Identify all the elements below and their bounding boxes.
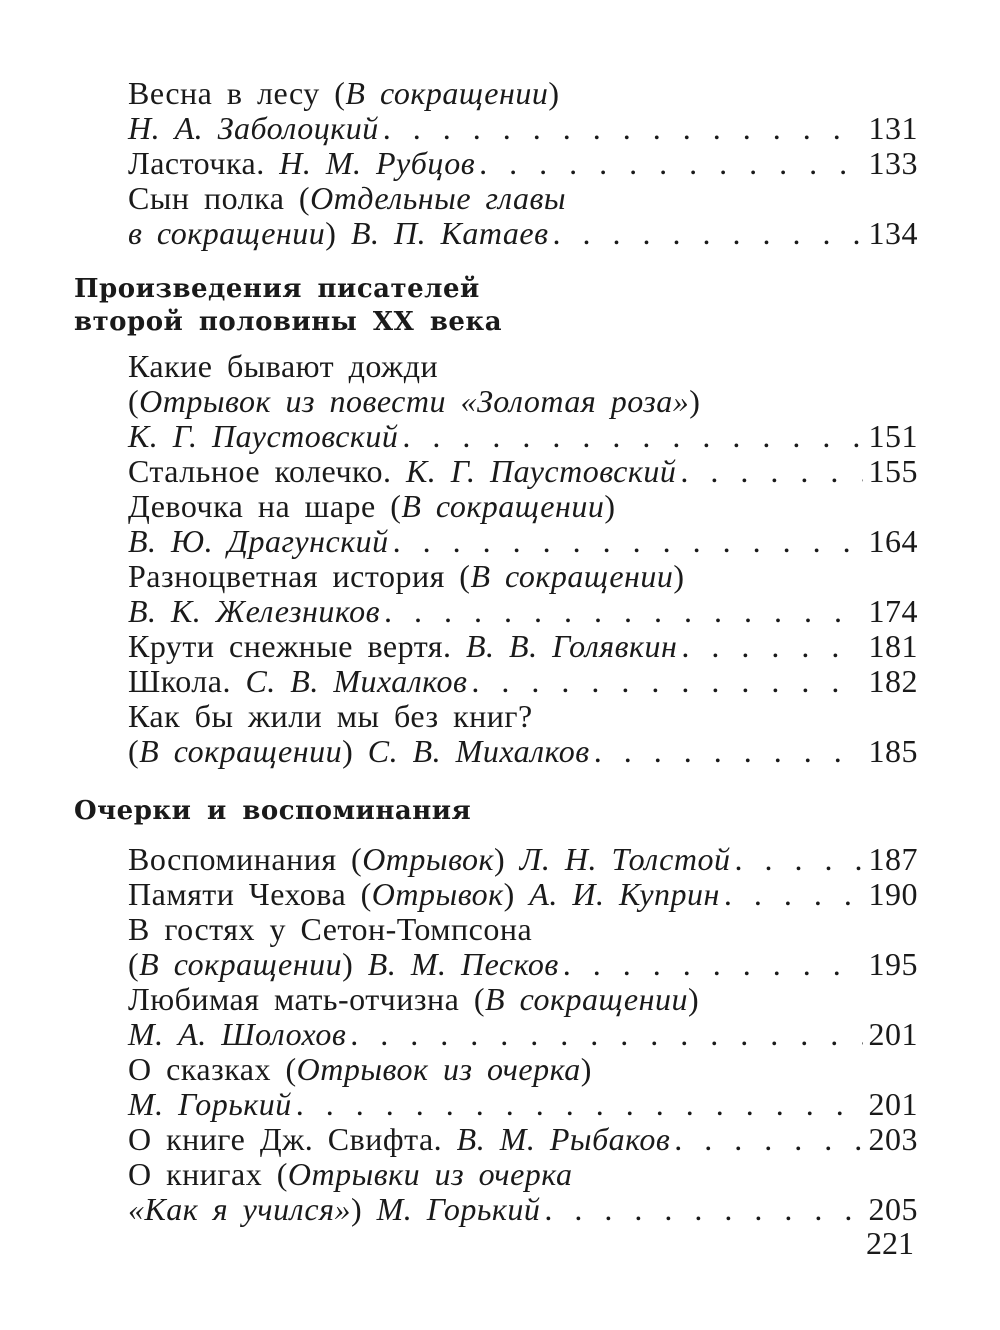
toc-page-number: 190 (868, 876, 918, 912)
toc-entry[interactable] (128, 349, 918, 454)
entry-italic-text: М. Горький (376, 1191, 541, 1227)
entry-italic-text: Отрывок (362, 841, 495, 877)
toc-entry[interactable] (128, 489, 918, 559)
toc-entry-line (128, 1192, 918, 1227)
entry-italic-text: В. Ю. Драгунский (128, 523, 389, 559)
dot-leader (350, 1017, 862, 1052)
toc-entry[interactable] (128, 76, 918, 146)
toc-entry-text (128, 216, 548, 251)
table-of-contents (74, 76, 918, 1227)
dot-leader (383, 111, 863, 146)
toc-page-number: 185 (868, 733, 918, 769)
toc-entry-text (128, 488, 615, 524)
dot-leader (681, 629, 862, 664)
entry-text: В гостях у Сетон-Томпсона (128, 911, 533, 947)
toc-entry[interactable] (128, 912, 918, 982)
toc-page-number: 131 (868, 110, 918, 146)
entry-text: ) (503, 876, 530, 912)
toc-entry-line (128, 594, 918, 629)
toc-entry-line (128, 349, 918, 384)
entry-italic-text: Отдельные главы (310, 180, 566, 216)
toc-entry-line (128, 982, 918, 1017)
dot-leader (552, 216, 862, 251)
toc-entry-line (128, 111, 918, 146)
toc-entry-text (128, 629, 677, 664)
entry-italic-text: В сокращении (470, 558, 674, 594)
toc-page-number: 134 (868, 215, 918, 251)
entry-text: О сказках ( (128, 1051, 297, 1087)
page-number: 221 (866, 1225, 914, 1261)
toc-entry-line (128, 1017, 918, 1052)
toc-entry-line (128, 1087, 918, 1122)
toc-entry[interactable] (128, 559, 918, 629)
toc-entry-line (128, 146, 918, 181)
entry-text: ) (673, 558, 685, 594)
toc-entry-text (128, 981, 699, 1017)
toc-entry-line (128, 1157, 918, 1192)
entry-text: Какие бывают дожди (128, 348, 439, 384)
entry-text: Стальное колечко. (128, 453, 406, 489)
toc-entry-text (128, 947, 559, 982)
toc-entry-text (128, 594, 380, 629)
entry-text: ) (325, 215, 351, 251)
toc-entry[interactable] (128, 982, 918, 1052)
toc-entry-text (128, 180, 566, 216)
toc-entry-text (128, 383, 700, 419)
dot-leader (563, 947, 863, 982)
toc-entry-line (128, 384, 918, 419)
entry-text: ) (494, 841, 520, 877)
toc-entry-text (128, 111, 379, 146)
toc-entry-list (128, 349, 918, 769)
entry-text: ( (128, 946, 140, 982)
toc-entry-text (128, 1122, 670, 1157)
toc-entry-line (128, 1122, 918, 1157)
entry-italic-text: К. Г. Паустовский (128, 418, 399, 454)
toc-entry-line (128, 734, 918, 769)
toc-entry-line (128, 559, 918, 594)
dot-leader (680, 454, 862, 489)
entry-text: О книге Дж. Свифта. (128, 1121, 457, 1157)
toc-entry-text (128, 348, 438, 384)
toc-entry-text (128, 842, 730, 877)
entry-text: ) (342, 946, 368, 982)
entry-italic-text: Л. Н. Толстой (519, 841, 731, 877)
section-heading-line: Очерки и воспоминания (74, 796, 472, 826)
entry-text: ) (342, 733, 368, 769)
entry-italic-text: М. Горький (128, 1086, 292, 1122)
dot-leader (674, 1122, 862, 1157)
section-heading-line: второй половины XX века (74, 307, 503, 337)
section-heading-line: Произведения писателей (74, 274, 480, 304)
toc-entry-line (128, 912, 918, 947)
toc-entry-line (128, 629, 918, 664)
dot-leader (384, 594, 862, 629)
entry-italic-text: В сокращении (139, 733, 343, 769)
entry-italic-text: В. В. Голявкин (465, 628, 678, 664)
entry-text: ( (128, 733, 140, 769)
dot-leader (724, 877, 863, 912)
toc-entry-text (128, 558, 685, 594)
toc-entry-line (128, 454, 918, 489)
entry-text: ) (687, 981, 700, 1017)
entry-italic-text: В сокращении (139, 946, 343, 982)
toc-entry[interactable] (128, 664, 918, 699)
toc-entry-text (128, 524, 389, 559)
entry-italic-text: в сокращении (128, 215, 326, 251)
entry-italic-text: Отрывок (371, 876, 504, 912)
toc-page-number: 205 (868, 1191, 918, 1227)
toc-page-number: 181 (868, 628, 918, 664)
toc-entry-text (128, 664, 467, 699)
dot-leader (296, 1087, 863, 1122)
toc-entry-text (128, 1017, 346, 1052)
toc-entry[interactable] (128, 1122, 918, 1157)
toc-entry[interactable] (128, 877, 918, 912)
entry-italic-text: В. К. Железников (128, 593, 381, 629)
toc-entry[interactable] (128, 699, 918, 769)
toc-entry-line (128, 877, 918, 912)
toc-entry[interactable] (128, 629, 918, 664)
entry-italic-text: Отрывок из очерка (296, 1051, 581, 1087)
toc-entry-text (128, 1051, 592, 1087)
section-heading (74, 273, 918, 339)
entry-text: Ласточка. (128, 145, 280, 181)
toc-entry-line (128, 76, 918, 111)
toc-entry-line (128, 699, 918, 734)
entry-italic-text: В сокращении (485, 981, 688, 1017)
toc-entry-list (128, 842, 918, 1227)
toc-entry-text (128, 454, 676, 489)
toc-page-number: 151 (868, 418, 918, 454)
entry-text: Памяти Чехова ( (128, 876, 372, 912)
toc-entry-line (128, 842, 918, 877)
toc-entry[interactable] (128, 1052, 918, 1122)
entry-text: Разноцветная история ( (128, 558, 471, 594)
entry-text: ) (604, 488, 616, 524)
entry-text: ) (580, 1051, 592, 1087)
toc-section (74, 76, 918, 251)
toc-entry-line (128, 664, 918, 699)
toc-entry-line (128, 1052, 918, 1087)
entry-italic-text: К. Г. Паустовский (405, 453, 677, 489)
toc-page-number: 133 (868, 145, 918, 181)
toc-entry-text (128, 146, 475, 181)
toc-entry-text (128, 698, 533, 734)
toc-page-number: 155 (868, 453, 918, 489)
entry-text: ) (689, 383, 701, 419)
entry-italic-text: С. В. Михалков (367, 733, 590, 769)
toc-entry-text (128, 911, 532, 947)
entry-italic-text: В сокращении (345, 75, 549, 111)
entry-italic-text: М. А. Шолохов (128, 1016, 347, 1052)
toc-entry-text (128, 419, 398, 454)
toc-entry[interactable] (128, 181, 918, 251)
entry-italic-text: С. В. Михалков (245, 663, 468, 699)
dot-leader (544, 1192, 862, 1227)
dot-leader (594, 734, 863, 769)
toc-entry-text (128, 1156, 572, 1192)
toc-entry-line (128, 947, 918, 982)
toc-entry-text (128, 1087, 292, 1122)
entry-italic-text: В. П. Катаев (350, 215, 549, 251)
entry-text: ( (128, 383, 140, 419)
dot-leader (479, 146, 862, 181)
toc-entry[interactable] (128, 1157, 918, 1227)
entry-text: О книгах ( (128, 1156, 288, 1192)
toc-entry-line (128, 489, 918, 524)
entry-italic-text: В сокращении (401, 488, 605, 524)
toc-entry[interactable] (128, 454, 918, 489)
dot-leader (402, 419, 862, 454)
toc-entry-text (128, 1192, 540, 1227)
entry-italic-text: Н. М. Рубцов (279, 145, 476, 181)
entry-italic-text: А. И. Куприн (529, 876, 720, 912)
toc-page-number: 203 (868, 1121, 918, 1157)
entry-text: Крути снежные вертя. (128, 628, 466, 664)
entry-italic-text: Отрывок из повести «Золотая роза» (139, 383, 690, 419)
entry-text: Девочка на шаре ( (128, 488, 402, 524)
entry-italic-text: Н. А. Заболоцкий (128, 110, 379, 146)
entry-text: Воспоминания ( (128, 841, 363, 877)
toc-page-number: 182 (868, 663, 918, 699)
entry-italic-text: В. М. Рыбаков (456, 1121, 671, 1157)
toc-entry[interactable] (128, 842, 918, 877)
toc-entry-line (128, 181, 918, 216)
toc-page-number: 187 (868, 841, 918, 877)
dot-leader (734, 842, 862, 877)
entry-italic-text: В. М. Песков (367, 946, 559, 982)
toc-page-number: 164 (868, 523, 918, 559)
toc-entry-list (128, 76, 918, 251)
toc-section (74, 795, 918, 1227)
toc-entry-text (128, 734, 590, 769)
section-heading (74, 795, 918, 828)
dot-leader (471, 664, 862, 699)
toc-entry[interactable] (128, 146, 918, 181)
toc-page-number: 201 (868, 1086, 918, 1122)
toc-entry-text (128, 75, 560, 111)
entry-text: Сын полка ( (128, 180, 311, 216)
entry-text: ) (548, 75, 560, 111)
toc-entry-line (128, 216, 918, 251)
entry-italic-text: Отрывки из очерка (287, 1156, 573, 1192)
entry-text: Школа. (128, 663, 246, 699)
toc-section (74, 273, 918, 769)
entry-text: Весна в лесу ( (128, 75, 346, 111)
toc-page-number: 201 (868, 1016, 918, 1052)
toc-entry-line (128, 419, 918, 454)
toc-page-number: 195 (868, 946, 918, 982)
toc-entry-text (128, 877, 720, 912)
entry-text: Как бы жили мы без книг? (128, 698, 533, 734)
toc-entry-line (128, 524, 918, 559)
entry-italic-text: «Как я учился» (128, 1191, 351, 1227)
entry-text: Любимая мать-отчизна ( (128, 981, 486, 1017)
dot-leader (393, 524, 863, 559)
toc-page-number: 174 (868, 593, 918, 629)
entry-text: ) (350, 1191, 377, 1227)
